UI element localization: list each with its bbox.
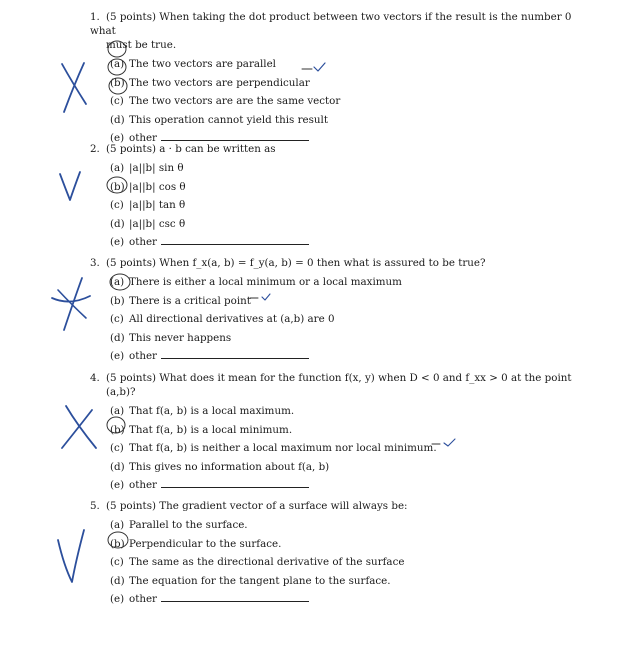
cross-mark-icon [62,406,96,448]
option-c[interactable]: (c) The two vectors are are the same vector [110,95,341,108]
option-b[interactable]: (b) The two vectors are perpendicular [110,76,310,89]
option-e[interactable]: (e) other [90,233,590,252]
option-b[interactable]: (b) There is a critical point [110,294,251,307]
question-stem: 1. (5 points) When taking the dot product between two vectors if the result is the number 0 what must be true. [90,11,572,51]
cross-mark-icon [62,63,86,112]
option-a[interactable]: (a) That f(a, b) is a local maximum. [110,405,295,417]
option-e[interactable]: (e) other [90,590,590,609]
circle-mark-icon [108,59,126,75]
question-stem: 3. (5 points) When f_x(a, b) = f_y(a, b) = 0 then what is assured to be true? [90,257,486,269]
question-stem: 4. (5 points) What does it mean for the function f(x, y) when D < 0 and f_xx > 0 at the point (a,b)? [90,372,572,398]
check-mark-icon [58,530,84,582]
question-number: 1. [90,11,100,23]
circle-mark-icon [109,78,127,94]
circle-mark-icon [108,41,126,57]
option-d[interactable]: (d) This never happens [110,331,232,344]
cross-mark-icon [52,278,90,330]
circle-mark-icon [108,532,128,548]
option-d[interactable]: (d) This gives no information about f(a, b) [110,460,330,473]
question-number: 4. [90,372,100,384]
option-c[interactable]: (c) |a||b| tan θ [110,199,186,212]
question-number: 5. [90,500,100,512]
option-b[interactable]: (b) That f(a, b) is a local minimum. [110,423,293,436]
question-number: 3. [90,257,100,269]
check-mark-icon [314,63,325,71]
option-b[interactable]: (b) Perpendicular to the surface. [110,537,282,550]
option-d[interactable]: (d) This operation cannot yield this result [110,113,328,126]
question-number: 2. [90,143,100,155]
option-e[interactable]: (e) other [90,129,590,148]
check-mark-icon [444,439,455,446]
option-d[interactable]: (d) The equation for the tangent plane to the surface. [110,574,391,587]
circle-mark-icon [110,274,130,290]
option-a[interactable]: (a) Parallel to the surface. [110,519,248,531]
option-b[interactable]: (b) |a||b| cos θ [110,180,186,193]
circle-mark-icon [107,417,125,433]
check-mark-icon [60,172,80,200]
option-e[interactable]: (e) other [90,347,590,366]
option-d[interactable]: (d) |a||b| csc θ [110,217,186,230]
question-stem: 2. (5 points) a · b can be written as [90,143,276,155]
option-c[interactable]: (c) The same as the directional derivative of the surface [110,556,405,569]
question-stem: 5. (5 points) The gradient vector of a surface will always be: [90,500,408,512]
option-a[interactable]: (a) |a||b| sin θ [110,162,184,174]
option-c[interactable]: (c) That f(a, b) is neither a local maximum nor local minimum. [110,442,437,455]
option-c[interactable]: (c) All directional derivatives at (a,b) are 0 [110,313,335,326]
option-a[interactable]: (a) There is either a local minimum or a local maximum [110,276,402,288]
option-a[interactable]: (a) The two vectors are parallel [110,58,276,70]
circle-mark-icon [107,177,127,193]
check-mark-icon [262,294,270,300]
option-e[interactable]: (e) other [90,476,590,495]
